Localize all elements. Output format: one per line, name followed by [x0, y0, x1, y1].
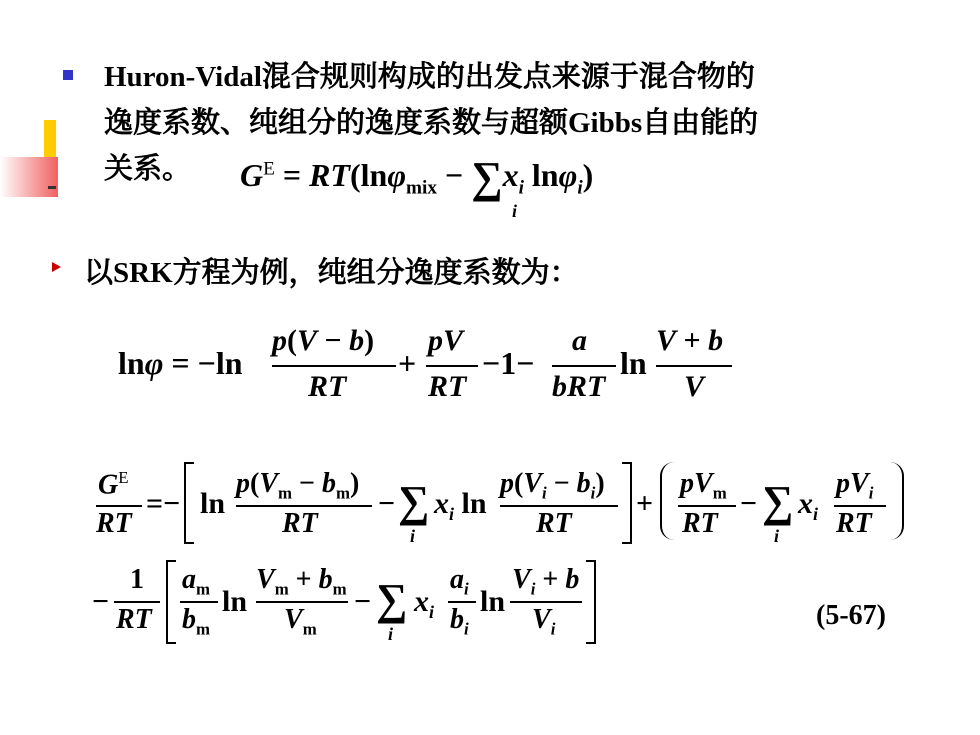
red-gradient-accent [0, 157, 58, 197]
bullet1-line1: Huron-Vidal混合规则构成的出发点来源于混合物的 [104, 61, 755, 93]
dark-accent-line [48, 186, 56, 189]
sum-index-i: i [512, 201, 518, 221]
square-bullet-icon [63, 70, 73, 80]
bullet1-line3: 关系。 [104, 153, 192, 185]
equation-gibbs-excess: $G^E = RT(\ln\varphi_{mix} - \sum x_i$ lnφ$_i$) [240, 153, 594, 202]
equation-number: (5-67) [816, 600, 886, 631]
bullet2-text: 以SRK方程为例，纯组分逸度系数为： [84, 257, 579, 289]
bullet1-line2: 逸度系数、纯组分的逸度系数与超额Gibbs自由能的 [104, 107, 759, 139]
arrow-bullet-icon [52, 262, 61, 272]
